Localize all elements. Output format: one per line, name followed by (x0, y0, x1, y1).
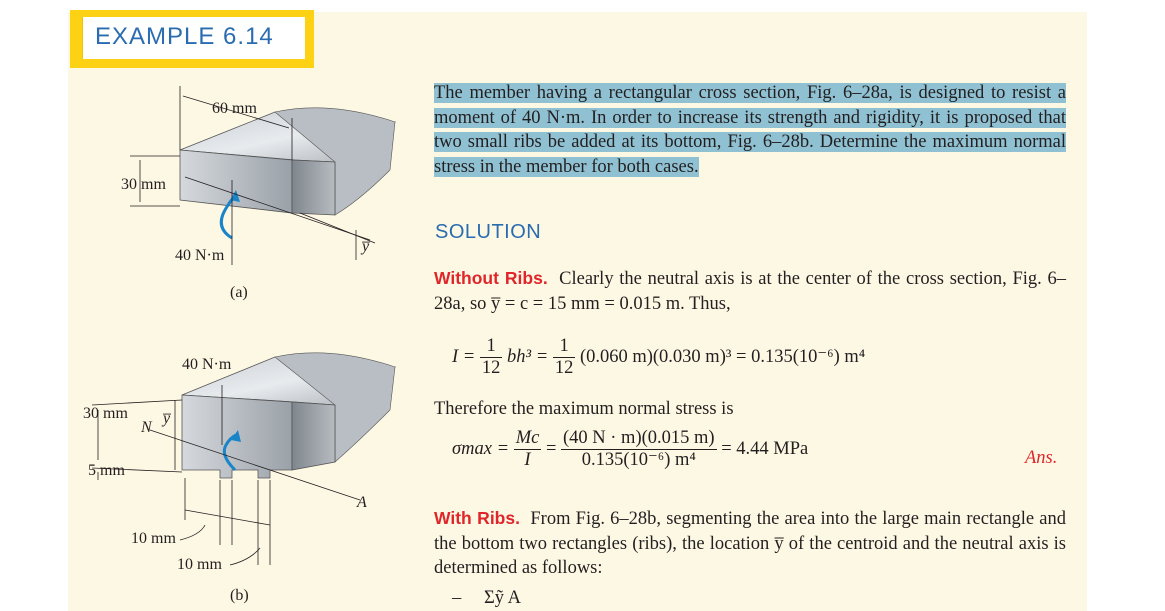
eq1-fraction-2 (553, 336, 576, 379)
fig-b-neutral-axis-label: N (141, 419, 152, 436)
example-title: EXAMPLE 6.14 (95, 23, 274, 50)
centroid-equation-partial: Σỹ A (484, 588, 521, 608)
eq1-middle: bh³ = (507, 346, 549, 367)
fig-a-width-dimension: 60 mm (212, 100, 257, 117)
fig-b-rib-width-dimension-1: 10 mm (131, 530, 176, 547)
eq1-fraction (480, 336, 503, 379)
fig-b-height-dimension: 30 mm (83, 405, 128, 422)
eq2-fraction-2-denominator: 0.135(10⁻⁶) m⁴ (581, 450, 696, 470)
with-ribs-paragraph (434, 506, 1066, 581)
with-ribs-text: From Fig. 6–28b, segmenting the area into the large main rectangle and the bottom two rectangles (ribs), the location y̅ of the centroid and the neutral axis is determined as follows: (434, 509, 1067, 578)
eq1-fraction-2-denominator: 12 (554, 358, 574, 378)
fig-b-moment-label: 40 N·m (182, 356, 232, 373)
problem-statement (434, 81, 1066, 179)
fig-a-ybar-label: y̅ (362, 238, 370, 255)
without-ribs-text: Clearly the neutral axis is at the center of the cross section, Fig. 6–28a, so y̅ = c = 15 mm = 0.015 m. Thus, (434, 269, 1066, 314)
with-ribs-heading: With Ribs. (434, 508, 520, 528)
therefore-text: Therefore the maximum normal stress is (434, 399, 734, 419)
eq2-result: = 4.44 MPa (721, 438, 809, 459)
eq2-fraction-1 (514, 428, 542, 471)
problem-statement-text: The member having a rectangular cross section, Fig. 6–28a, is designed to resist a moment of 40 N·m. In order to increase its strength and rigidity, it is proposed that two small ribs be added at its bottom, Fig. 6–28b. Determine the maximum normal stress in the member for both cases. (434, 83, 1066, 177)
fig-a-height-dimension: 30 mm (121, 176, 166, 193)
centroid-equation-ybar: – (452, 588, 462, 608)
eq1-fraction-denominator: 12 (481, 358, 501, 378)
without-ribs-heading: Without Ribs. (434, 268, 548, 288)
eq2-fraction-1-numerator: Mc (515, 428, 540, 448)
solution-heading: SOLUTION (435, 221, 542, 243)
fig-b-rib-width-dimension-2: 10 mm (177, 556, 222, 573)
eq1-rhs: (0.060 m)(0.030 m)³ = 0.135(10⁻⁶) m⁴ (579, 346, 866, 367)
eq2-fraction-2-numerator: (40 N · m)(0.015 m) (563, 428, 715, 448)
fig-b-point-a-label: A (357, 494, 367, 511)
eq2-equals: = (545, 438, 557, 459)
eq1-fraction-2-numerator: 1 (553, 336, 576, 358)
eq1-lhs: I = (452, 346, 476, 367)
eq2-fraction-2 (561, 428, 717, 471)
eq2-fraction-1-denominator: I (524, 450, 531, 470)
eq2-lhs: σmax = (452, 438, 510, 459)
fig-b-rib-height-dimension: 5 mm (88, 462, 125, 479)
fig-b-ybar-label: y̅ (163, 410, 171, 427)
fig-a-moment-label: 40 N·m (175, 247, 225, 264)
max-stress-equation (452, 428, 808, 471)
eq1-fraction-numerator: 1 (480, 336, 503, 358)
fig-b-caption: (b) (230, 587, 249, 604)
fig-a-caption: (a) (230, 284, 248, 301)
figure-a-block (130, 86, 395, 265)
moment-of-inertia-equation (452, 336, 865, 379)
answer-label: Ans. (1025, 448, 1058, 468)
without-ribs-paragraph (434, 266, 1066, 316)
